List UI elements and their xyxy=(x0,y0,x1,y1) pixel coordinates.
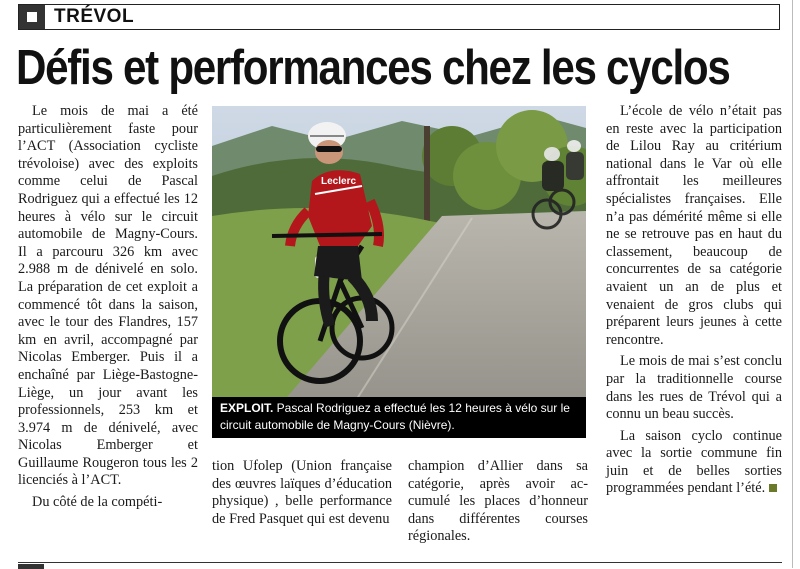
section-rubric xyxy=(18,4,780,30)
photo-caption xyxy=(212,397,586,438)
page-edge-rule xyxy=(792,0,793,568)
caption-lead: EXPLOIT. xyxy=(220,401,274,415)
paragraph: champion d’Allier dans sa catégorie, après avoir accumulé les places d’honneur dans différentes courses régionales. xyxy=(408,458,588,545)
paragraph: tion Ufolep (Union française des œuvres laïques d’éducation physique) , belle performance de Fred Pasquet qui est devenu xyxy=(212,458,392,527)
rubric-label: TRÉVOL xyxy=(54,6,135,27)
article-column-1 xyxy=(18,103,198,512)
article-headline: Défis et performances chez les cyclos xyxy=(16,41,730,95)
article-photo xyxy=(212,106,586,438)
paragraph: Le mois de mai s’est conclu par la traditionnelle course dans les rues de Trévol qui a connu un beau succès. xyxy=(606,353,782,423)
end-of-article-icon xyxy=(769,484,777,492)
article-column-3 xyxy=(408,458,588,546)
article-column-4 xyxy=(606,103,782,498)
paragraph: Le mois de mai a été particulièrement faste pour l’ACT (Association cycliste trévoloise) avec des exploits comme celui de Pascal Rodriguez qui a effectué les 12 heures à vélo sur le circuit automobile de Magny-Cours. Il a parcouru 326 km avec 2.988 m de dénivelé en solo. La préparation de cet exploit a commencé tôt dans la saison, avec le tour des Flandres, 157 km en avril, accompagné par Nicolas Emberger. Puis il a enchaîné par Liège-Bastogne-Liège, un jour avant les professionnels, 253 km et 3.974 m de dénivelé, avec Nicolas Emberger et Guillaume Rougeron tous les 2 licenciés à l’ACT. xyxy=(18,103,198,489)
paragraph-last xyxy=(606,428,782,498)
cyclist-photo-illustration xyxy=(212,106,586,438)
svg-text:Leclerc: Leclerc xyxy=(321,176,357,187)
paragraph: Du côté de la compéti- xyxy=(32,494,163,511)
article-column-2 xyxy=(212,458,392,528)
paragraph-text: La saison cyclo continue avec la sortie commune fin juin et de belles sorties programmées pendant l’été. xyxy=(606,427,782,497)
paragraph: L’école de vélo n’était pas en reste avec la participation de Lilou Ray au critérium national dans le Var où elle affrontait les meilleures spécialistes françaises. Elle n’a pas démérité même si elle ne se retrouve pas en haut du classement, beaucoup de concurrentes de sa catégorie avaient un an de plus et venaient de gros clubs qui préparent leurs jeunes à cette rencontre. xyxy=(606,103,782,348)
caption-text: Pascal Rodriguez a effectué les 12 heures à vélo sur le circuit automobile de Magny-Cours (Nièvre). xyxy=(220,401,570,432)
rubric-square-icon xyxy=(19,5,45,29)
